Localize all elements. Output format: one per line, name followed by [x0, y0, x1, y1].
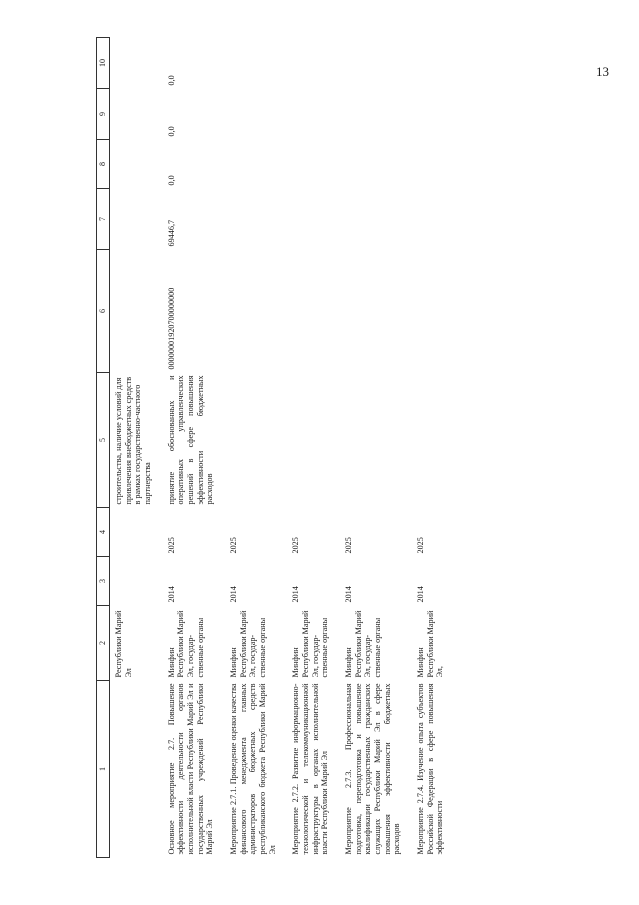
page-number: 13: [596, 64, 609, 79]
cell-code: [287, 250, 340, 373]
cell-value-8: [110, 140, 163, 189]
cell-value-8: [340, 140, 412, 189]
table-row: [163, 38, 225, 858]
cell-value-9: [412, 89, 455, 140]
cell-end-year: [110, 508, 163, 557]
cell-value-9: [110, 89, 163, 140]
cell-start-year: 2014: [291, 586, 301, 603]
cell-value-9: 0,0: [166, 126, 176, 137]
cell-activity: [110, 681, 163, 858]
col-header-10: 10: [97, 38, 110, 89]
cell-result: [340, 373, 412, 508]
cell-start-year: 2014: [344, 586, 354, 603]
cell-executor: Минфин Республики Марий Эл, государ-ственные органы: [344, 610, 383, 678]
cell-value-10: [287, 38, 340, 89]
cell-value-9: [287, 89, 340, 140]
col-header-1: 1: [97, 681, 110, 858]
col-header-9: 9: [97, 89, 110, 140]
cell-value-7: [110, 189, 163, 250]
cell-activity: Основное мероприятие 2.7. Повышение эффективности деятельности органов исполнительной власти Республики Марий Эл и государственных учреждений Республики Марий Эл: [166, 683, 215, 855]
cell-end-year: 2025: [416, 537, 426, 554]
cell-start-year: 2014: [229, 586, 239, 603]
cell-executor: Республики Марий Эл: [114, 610, 133, 678]
cell-value-8: [287, 140, 340, 189]
col-header-6: 6: [97, 250, 110, 373]
table-row: [412, 38, 455, 858]
cell-result: [287, 373, 340, 508]
col-header-3: 3: [97, 557, 110, 606]
cell-value-10: [110, 38, 163, 89]
cell-result: строительства, наличие условий для привлечения внебюджетных средств в рамках государственно-частного партнерства: [114, 376, 153, 505]
cell-value-7: [340, 189, 412, 250]
cell-activity: Мероприятие 2.7.4. Изучение опыта субъектов Российской Федерации в сфере повышения эффективности: [416, 683, 445, 855]
cell-value-7: [412, 189, 455, 250]
cell-code: [340, 250, 412, 373]
cell-end-year: 2025: [344, 537, 354, 554]
cell-value-7: [225, 189, 287, 250]
col-header-5: 5: [97, 373, 110, 508]
table-row: [340, 38, 412, 858]
table-row: [110, 38, 163, 858]
cell-executor: Минфин Республики Марий Эл,: [416, 610, 445, 678]
cell-value-8: 0,0: [166, 175, 176, 186]
table-row: [287, 38, 340, 858]
col-header-8: 8: [97, 140, 110, 189]
cell-code: [225, 250, 287, 373]
col-header-7: 7: [97, 189, 110, 250]
cell-value-10: [340, 38, 412, 89]
cell-code: [412, 250, 455, 373]
cell-end-year: 2025: [229, 537, 239, 554]
cell-result: принятие обоснованных и оперативных управленческих решений в сфере повышения эффективности бюджетных расходов: [166, 375, 215, 505]
cell-executor: Минфин Республики Марий Эл, государ-ственные органы: [291, 610, 330, 678]
col-header-2: 2: [97, 606, 110, 681]
col-header-4: 4: [97, 508, 110, 557]
cell-value-8: [412, 140, 455, 189]
cell-value-10: [412, 38, 455, 89]
cell-activity: Мероприятие 2.7.2. Развитие информационно-технологической и телекоммуникационной инфраструктуры в органах исполнительной власти Республики Марий Эл: [291, 683, 330, 855]
cell-start-year: 2014: [416, 586, 426, 603]
cell-result: [225, 373, 287, 508]
cell-end-year: 2025: [166, 537, 176, 554]
cell-value-7: [287, 189, 340, 250]
cell-code: [110, 250, 163, 373]
cell-executor: Минфин Республики Марий Эл, государ-ственные органы: [229, 610, 268, 678]
rotated-table-container: [96, 59, 536, 858]
cell-value-9: [340, 89, 412, 140]
cell-value-9: [225, 89, 287, 140]
cell-end-year: 2025: [291, 537, 301, 554]
cell-value-8: [225, 140, 287, 189]
table-row: [225, 38, 287, 858]
cell-start-year: 2014: [166, 586, 176, 603]
cell-executor: Минфин Республики Марий Эл, государ-ственные органы: [166, 610, 205, 678]
program-table: [96, 37, 455, 858]
cell-value-7: 69446,7: [166, 219, 176, 247]
cell-result: [412, 373, 455, 508]
cell-activity: Мероприятие 2.7.3. Профессиональная подготовка, переподготовка и повышение квалификации государственных гражданских служащих Республики Марий Эл в сфере повышения эффективности бюджетных расходов: [344, 683, 402, 855]
cell-start-year: [110, 557, 163, 606]
cell-value-10: 0,0: [166, 75, 176, 86]
cell-activity: Мероприятие 2.7.1. Проведение оценки качества финансового менеджмента главных администраторов бюджетных средств республиканского бюджета Республики Марий Эл: [229, 683, 277, 855]
cell-value-10: [225, 38, 287, 89]
cell-code: 00000001920700000000: [166, 287, 176, 370]
column-number-row: [97, 38, 110, 858]
